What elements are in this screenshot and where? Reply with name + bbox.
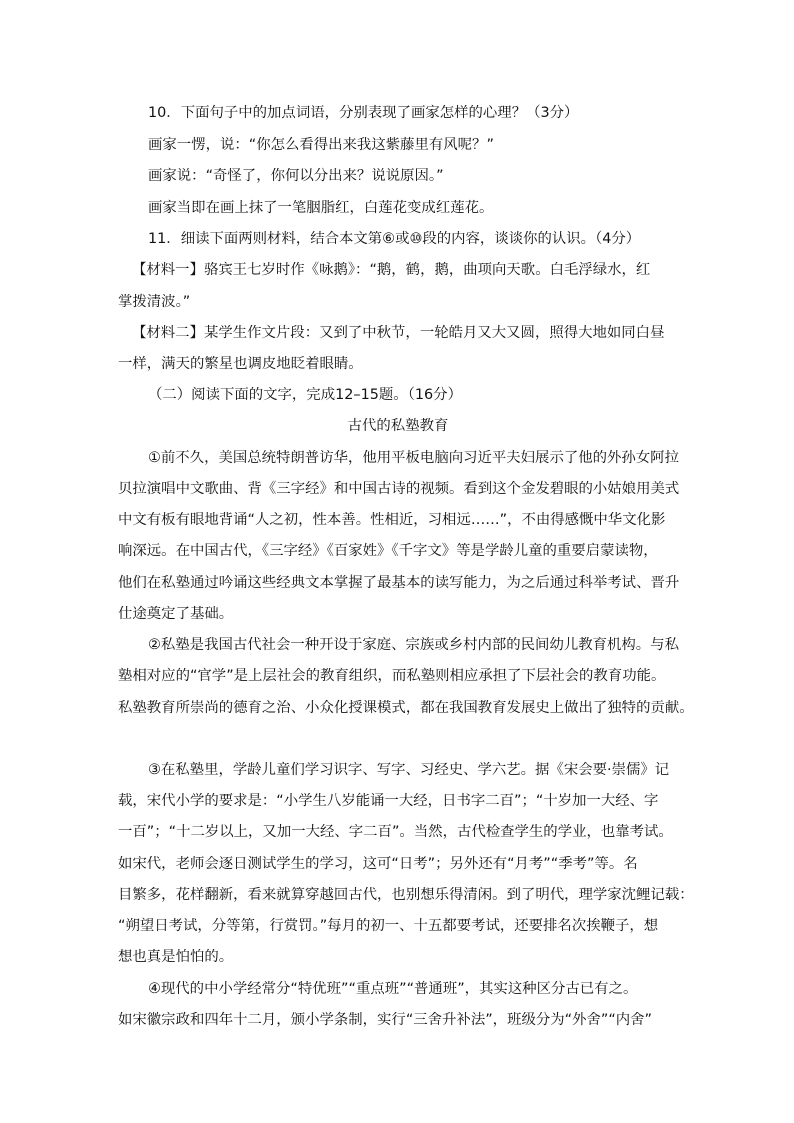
text-line: 目繁多，花样翻新，看来就算穿越回古代，也别想乐得清闲。到了明代，理学家沈鲤记载： (118, 887, 694, 903)
paragraph-1: ①前不久，美国总统特朗普访华，他用平板电脑向习近平夫妇展示了他的外孙女阿拉 (148, 450, 679, 466)
paragraph-2: ②私塾是我国古代社会一种开设于家庭、宗族或乡村内部的民间幼儿教育机构。与私 (148, 637, 679, 653)
text-line: “朔望日考试，分等第，行赏罚。”每月的初一、十五都要考试，还要排名次挨鞭子，想 (118, 918, 659, 934)
article-title: 古代的私塾教育 (347, 418, 449, 434)
text-line: 画家说：“奇怪了，你何以分出来？说说原因。” (148, 168, 444, 184)
paragraph-3: ③在私塾里，学龄儿童们学习识字、写字、习经史、学六艺。据《宋会要·崇儒》记 (148, 762, 670, 778)
text-line: 他们在私塾通过吟诵这些经典文本掌握了最基本的读写能力，为之后通过科举考试、晋升 (118, 575, 680, 591)
text-line: 掌拨清波。” (118, 294, 191, 310)
paragraph-4: ④现代的中小学经常分“特优班”“重点班”“普通班”，其实这种区分古已有之。 (148, 981, 638, 997)
text-line: 载，宋代小学的要求是：“小学生八岁能诵一大经，日书字二百”；“十岁加一大经、字 (118, 793, 659, 809)
text-line: 塾相对应的“官学”是上层社会的教育组织，而私塾则相应承担了下层社会的教育功能。 (118, 668, 666, 684)
text-line: 中文有板有眼地背诵“人之初，性本善。性相近，习相远……”，不由得感慨中华文化影 (118, 512, 666, 528)
question-10: 10．下面句子中的加点词语，分别表现了画家怎样的心理？（3分） (148, 105, 579, 121)
material-two: 【材料二】某学生作文片段：又到了中秋节，一轮皓月又大又圆，照得大地如同白昼 (132, 325, 665, 341)
text-line: 想也真是怕怕的。 (118, 949, 234, 965)
text-line: 响深远。在中国古代，《三字经》《百家姓》《千字文》等是学龄儿童的重要启蒙读物， (118, 543, 658, 559)
text-line: 一百”；“十二岁以上，又加一大经、字二百”。当然，古代检查学生的学业，也靠考试。 (118, 824, 673, 840)
text-line: 一样，满天的繁星也调皮地眨着眼睛。 (118, 356, 363, 372)
text-line: 如宋代，老师会逐日测试学生的学习，这可“日考”；另外还有“月考”“季考”等。名 (118, 856, 638, 872)
text-line: 如宋徽宗政和四年十二月，颁小学条制，实行“三舍升补法”，班级分为“外舍”“内舍” (118, 1012, 653, 1028)
text-line: 画家一愣，说：“你怎么看得出来我这紫藤里有风呢？” (148, 137, 494, 153)
question-11: 11．细读下面两则材料，结合本文第⑥或⑩段的内容，谈谈你的认识。（4分） (148, 231, 641, 247)
material-one: 【材料一】骆宾王七岁时作《咏鹅》：“鹅，鹤，鹅，曲项向天歌。白毛浮绿水，红 (132, 262, 651, 278)
text-line: 仕途奠定了基础。 (118, 606, 234, 622)
text-line: 贝拉演唱中文歌曲、背《三字经》和中国古诗的视频。看到这个金发碧眼的小姑娘用美式 (118, 481, 680, 497)
text-line: 私塾教育所崇尚的德育之治、小众化授课模式，都在我国教育发展史上做出了独特的贡献。 (118, 700, 694, 716)
section-heading: （二）阅读下面的文字，完成12–15题。（16分） (148, 387, 462, 403)
text-line: 画家当即在画上抹了一笔胭脂红，白莲花变成红莲花。 (148, 200, 494, 216)
